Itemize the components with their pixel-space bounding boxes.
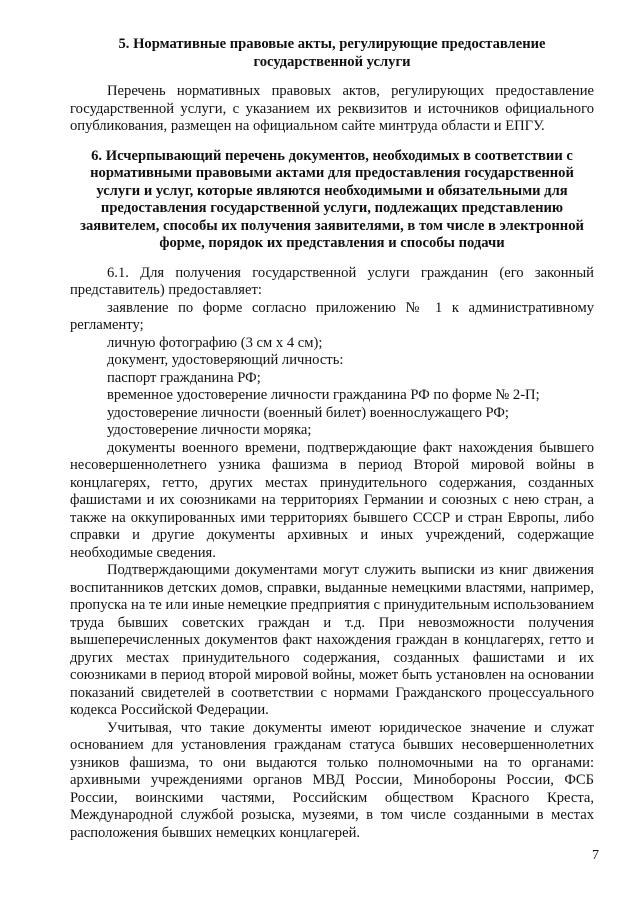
- section-5-paragraph: Перечень нормативных правовых актов, регулирующих предоставление государственной услуги, с указанием их реквизитов и источников официального опубликования, размещен на официальном сайте минтруда области и ЕПГУ.: [70, 83, 594, 134]
- section-6-heading: 6. Исчерпывающий перечень документов, необходимых в соответствии с нормативными правовыми актами для предоставления государственной услуги и услуг, которые являются необходимыми и обязательными для предоставления государственной услуги, подлежащих представлению заявителем, способы их получения заявителями, в том числе в электронной форме, порядок их представления и способы подачи: [80, 147, 584, 251]
- document-item-seaman-id: удостоверение личности моряка;: [107, 422, 312, 438]
- page-number: 7: [592, 848, 599, 863]
- section-5-heading: 5. Нормативные правовые акты, регулирующие предоставление государственной услуги: [118, 36, 546, 70]
- section-6-intro: 6.1. Для получения государственной услуги гражданин (его законный представитель) предоставляет:: [70, 264, 594, 298]
- document-item-photo: личную фотографию (3 см x 4 см);: [107, 334, 323, 351]
- supporting-documents-paragraph: Подтверждающими документами могут служить выписки из книг движения воспитанников детских домов, справки, выданные немецкими властями, например, пропуска на те или иные немецкие предприятия с принудительным использованием труда бывших советских граждан и т.д. При невозможности получения вышеперечисленных документов факт нахождения граждан в концлагерях, гетто и других местах принудительного содержания, созданных фашистами и их союзниками в период второй мировой войны, может быть установлен на основании показаний свидетелей в соответствии с нормами Гражданского процессуального кодекса Российской Федерации.: [70, 562, 594, 718]
- document-item-identity: документ, удостоверяющий личность:: [107, 352, 344, 368]
- issuing-authorities-paragraph: Учитывая, что такие документы имеют юридическое значение и служат основанием для установления гражданам статуса бывших несовершеннолетних узников фашизма, то они выдаются только полномочными на то органами: архивными учреждениями органов МВД России, Минобороны России, ФСБ России, воинскими частями, Российским обществом Красного Креста, Международной службой розыска, музеями, в том числе созданными в местах расположения бывших немецких концлагерей.: [70, 719, 594, 841]
- document-item-temporary-id: временное удостоверение личности гражданина РФ по форме № 2-П;: [107, 387, 540, 403]
- document-item-application: заявление по форме согласно приложению № 1 к административному регламенту;: [70, 299, 594, 333]
- document-item-military-id: удостоверение личности (военный билет) военнослужащего РФ;: [107, 404, 509, 421]
- document-item-passport: паспорт гражданина РФ;: [107, 369, 261, 386]
- document-item-wartime-documents: документы военного времени, подтверждающие факт нахождения бывшего несовершеннолетнего узника фашизма в период Второй мировой войны в концлагерях, гетто, других местах принудительного содержания, созданных фашистами и их союзниками на территориях Германии и союзных с нею стран, а также на оккупированных ими территориях бывшего СССР и стран Европы, либо справки и другие документы архивных и иных учреждений, содержащие необходимые сведения.: [70, 439, 594, 561]
